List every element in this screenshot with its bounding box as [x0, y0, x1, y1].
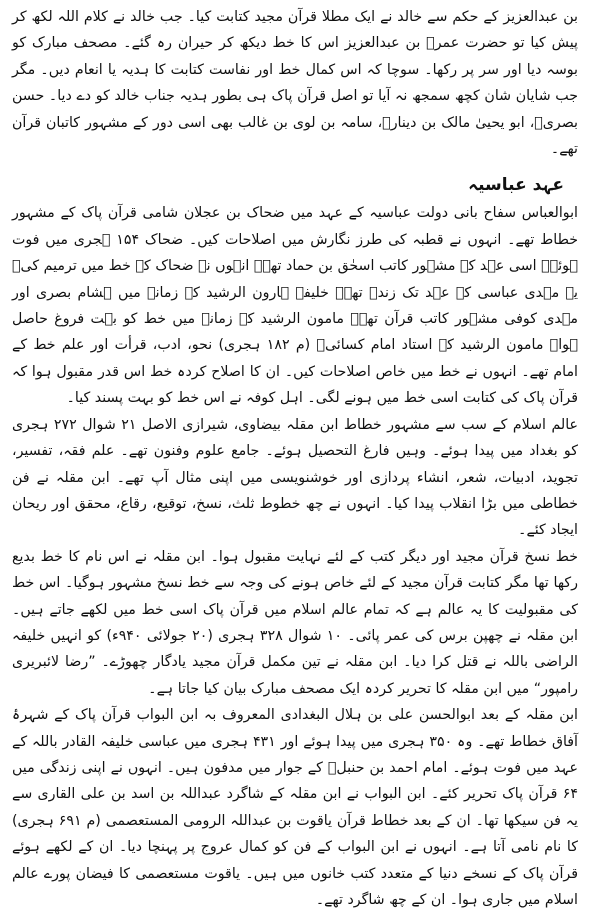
body-paragraph-4: ابن مقلہ کے بعد ابوالحسن علی بن ہلال البغدادی المعروف بہ ابن البواب قرآن پاک کے شہرۂ آفاق خطاط تھے۔ وہ ۳۵۰ ہجری میں پیدا ہوئے اور ۴۳۱ ہجری میں عباسی خلیفہ القادر باللہ کے عہد میں فوت ہوئے۔ امام احمد بن حنبلؒ کے جوار میں مدفون ہیں۔ انہوں نے اپنی زندگی میں ۶۴ قرآن پاک تحریر کئے۔ ابن البواب نے ابن مقلہ کے شاگرد عبداللہ بن اسد بن علی القاری سے یہ فن سیکھا تھا۔ ان کے بعد خطاط قرآن یاقوت بن عبداللہ الرومی المستعصمی (م ۶۹۱ ہجری) کا نام نامی آتا ہے۔ انہوں نے ابن البواب کے فن کو کمال عروج پر پہنچا دیا۔ ان کے لکھے ہوئے قرآن پاک کے نسخے دنیا کے متعدد کتب خانوں میں ہیں۔ یاقوت مستعصمی کا فیضان پورے عالم اسلام میں جاری ہوا۔ ان کے چھ شاگرد تھے۔ — [12, 707, 579, 908]
body-paragraph-3: خط نسخ قرآن مجید اور دیگر کتب کے لئے نہایت مقبول ہوا۔ ابن مقلہ نے اس نام کا خط بدیع رکھا تھا مگر کتابت قرآن مجید کے لئے خاص ہونے کی وجہ سے خط نسخ مشہور ہوگیا۔ اس خط کی مقبولیت کا یہ عالم ہے کہ تمام عالم اسلام میں قرآن پاک اسی خط میں لکھے جاتے ہیں۔ ابن مقلہ نے چھپن برس کی عمر پائی۔ ۱۰ شوال ۳۲۸ ہجری (۲۰ جولائی ۹۴۰ء) کو انہیں خلیفہ الراضی باللہ نے قتل کرا دیا۔ ابن مقلہ نے تین مکمل قرآن مجید یادگار چھوڑے۔ ”رضا لائبریری رامپور“ میں ابن مقلہ کا تحریر کردہ ایک مصحف مبارک بیان کیا جاتا ہے۔ — [12, 548, 578, 697]
intro-paragraph: بن عبدالعزیز کے حکم سے خالد نے ایک مطلا قرآن مجید کتابت کیا۔ جب خالد نے کلام اللہ لکھ کر پیش کیا تو حضرت عمرؒ بن عبدالعزیز اس کا خط دیکھ کر حیران رہ گئے۔ مصحف مبارک کو بوسہ دیا اور سر پر رکھا۔ سوچا کہ اس کمال خط اور نفاست کتابت کا ہدیہ یا انعام دیں۔ مگر جب شایان شان کچھ سمجھ نہ آیا تو اصل قرآن پاک ہی بطور ہدیہ جناب خالد کو دے دیا۔ حسن بصریؒ، ابو یحییٰ مالک بن دینارؒ، سامہ بن لوی بن غالب بھی اسی دور کے مشہور کاتبان قرآن تھے۔ — [12, 9, 578, 158]
section-heading: عہد عباسیہ — [468, 175, 564, 196]
body-paragraph-1: ابوالعباس سفاح بانی دولت عباسیہ کے عہد میں ضحاک بن عجلان شامی قرآن پاک کے مشہور خطاط تھے۔ انہوں نے قطبہ کی طرز نگارش میں اصلاحات کیں۔ ضحاک ۱۵۴ ہجری میں فوت ہوئے۔ اسی عہد کے مشہور کاتب اسحٰق بن حماد تھے۔ انہوں نے ضحاک کے خط میں ترمیم کی۔ یہ مہدی عباسی کے عہد تک زندہ تھے۔ خلیفہ ہارون الرشید کے زمانے میں ہشام بصری اور مہدی کوفی مشہور کاتب قرآن تھے۔ مامون الرشید کے زمانے میں خط کو بہت فروغ حاصل ہوا۔ مامون الرشید کے استاد امام کسائیؒ (م ۱۸۲ ہجری) نحو، ادب، قرأت اور علم خط کے امام تھے۔ انہوں نے خط میں خاص اصلاحات کیں۔ ان کا اصلاح کردہ خط اس قدر مقبول ہوا کہ قرآن پاک کی کتابت اسی خط میں ہونے لگی۔ اہل کوفہ نے اس خط کو بہت پسند کیا۔ — [12, 205, 578, 407]
body-paragraph-2: عالم اسلام کے سب سے مشہور خطاط ابن مقلہ بیضاوی، شیرازی الاصل ۲۱ شوال ۲۷۲ ہجری کو بغداد میں پیدا ہوئے۔ وہیں فارغ التحصیل ہوئے۔ جامع علوم وفنون تھے۔ علم فقہ، تفسیر، تجوید، ادبیات، شعر، انشاء پردازی اور خوشنویسی میں اپنی مثال آپ تھے۔ ابن مقلہ نے فن خطاطی میں بڑا انقلاب پیدا کیا۔ انہوں نے چھ خطوط ثلث، نسخ، توقیع، رقاع، محقق اور ریحان ایجاد کئے۔ — [12, 416, 578, 539]
